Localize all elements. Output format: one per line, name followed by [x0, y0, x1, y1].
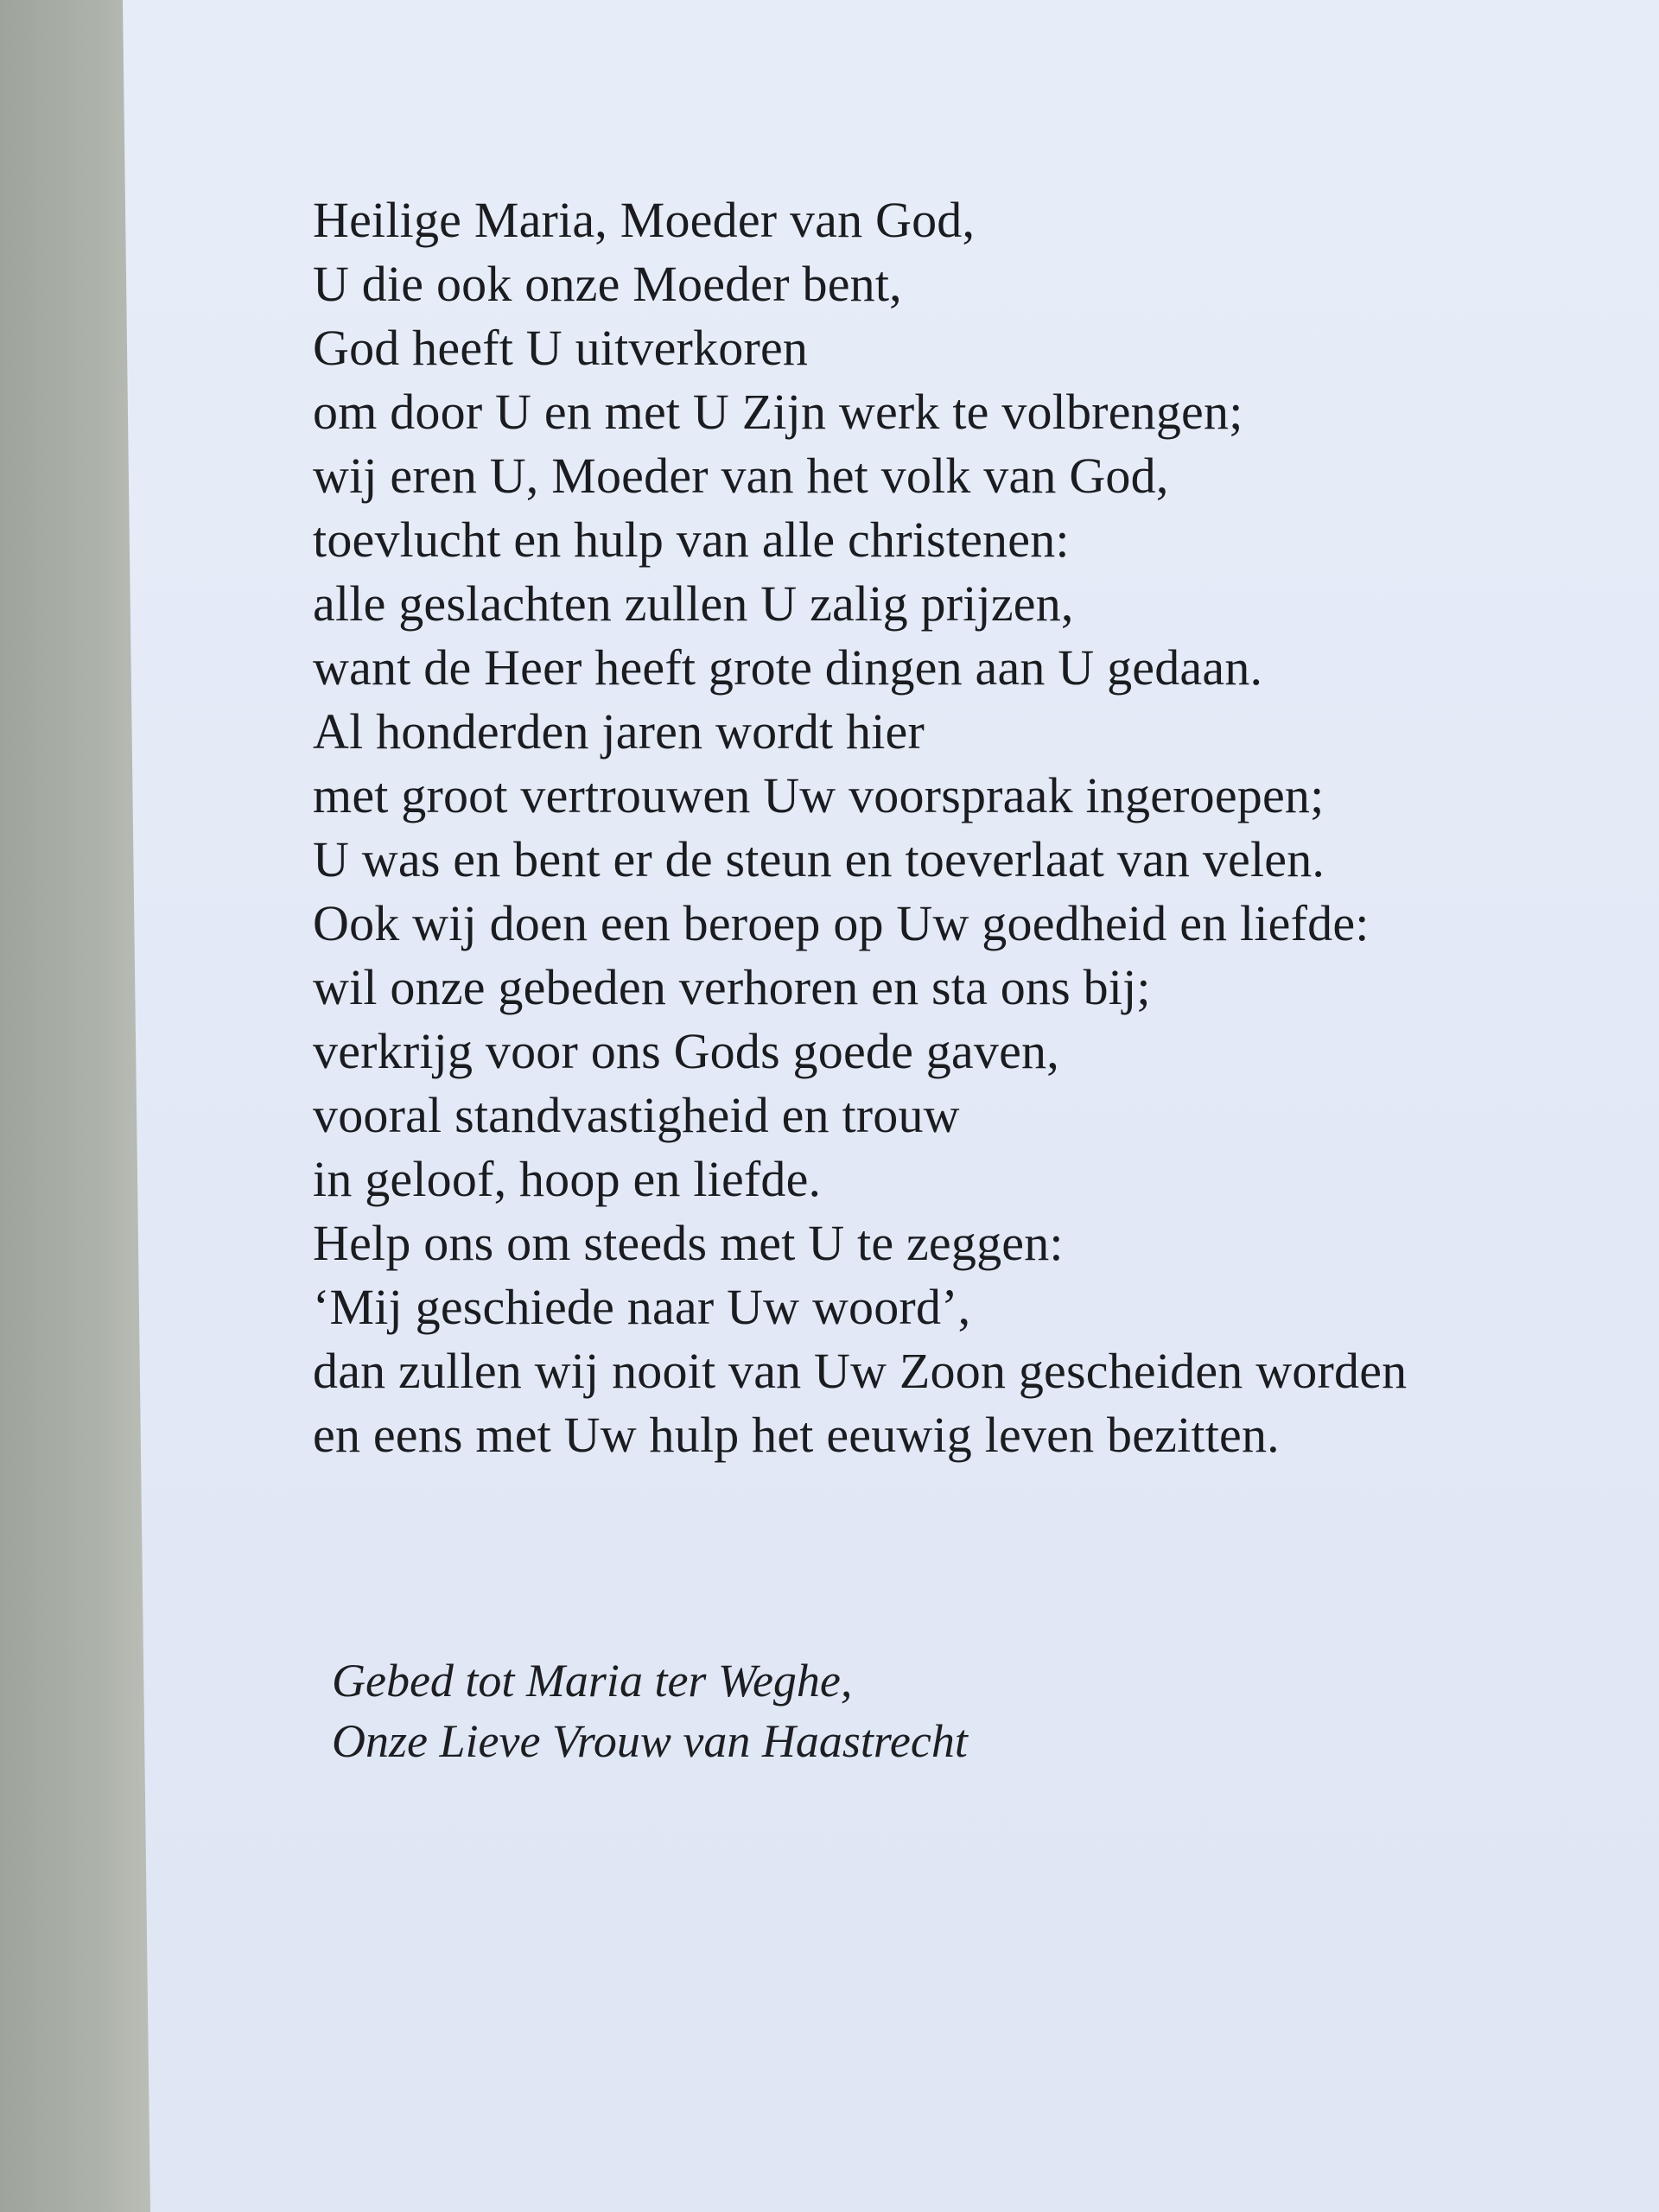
prayer-line: U was en bent er de steun en toeverlaat van velen. — [313, 831, 1325, 887]
prayer-line: dan zullen wij nooit van Uw Zoon gescheiden worden — [313, 1343, 1408, 1399]
prayer-line: en eens met Uw hulp het eeuwig leven bezitten. — [313, 1407, 1280, 1463]
prayer-line: ‘Mij geschiede naar Uw woord’, — [313, 1279, 971, 1335]
prayer-line: Help ons om steeds met U te zeggen: — [313, 1215, 1064, 1271]
prayer-line: Heilige Maria, Moeder van God, — [313, 192, 976, 248]
prayer-line: U die ook onze Moeder bent, — [313, 256, 902, 312]
prayer-line: alle geslachten zullen U zalig prijzen, — [313, 575, 1074, 632]
prayer-text — [313, 188, 1574, 1467]
prayer-line: want de Heer heeft grote dingen aan U gedaan. — [313, 639, 1263, 696]
prayer-line: in geloof, hoop en liefde. — [313, 1151, 822, 1207]
prayer-line: wij eren U, Moeder van het volk van God, — [313, 448, 1169, 504]
prayer-line: om door U en met U Zijn werk te volbrengen; — [313, 384, 1243, 440]
prayer-line: vooral standvastigheid en trouw — [313, 1087, 960, 1143]
prayer-line: met groot vertrouwen Uw voorspraak ingeroepen; — [313, 767, 1325, 823]
prayer-line: God heeft U uitverkoren — [313, 320, 809, 376]
prayer-line: Ook wij doen een beroep op Uw goedheid en liefde: — [313, 895, 1370, 951]
prayer-attribution — [332, 1650, 968, 1771]
prayer-line: Al honderden jaren wordt hier — [313, 703, 925, 760]
attribution-title: Gebed tot Maria ter Weghe, — [332, 1655, 853, 1707]
attribution-subtitle: Onze Lieve Vrouw van Haastrecht — [332, 1715, 968, 1767]
prayer-line: wil onze gebeden verhoren en sta ons bij; — [313, 959, 1151, 1015]
prayer-line: toevlucht en hulp van alle christenen: — [313, 512, 1070, 568]
prayer-line: verkrijg voor ons Gods goede gaven, — [313, 1023, 1059, 1079]
